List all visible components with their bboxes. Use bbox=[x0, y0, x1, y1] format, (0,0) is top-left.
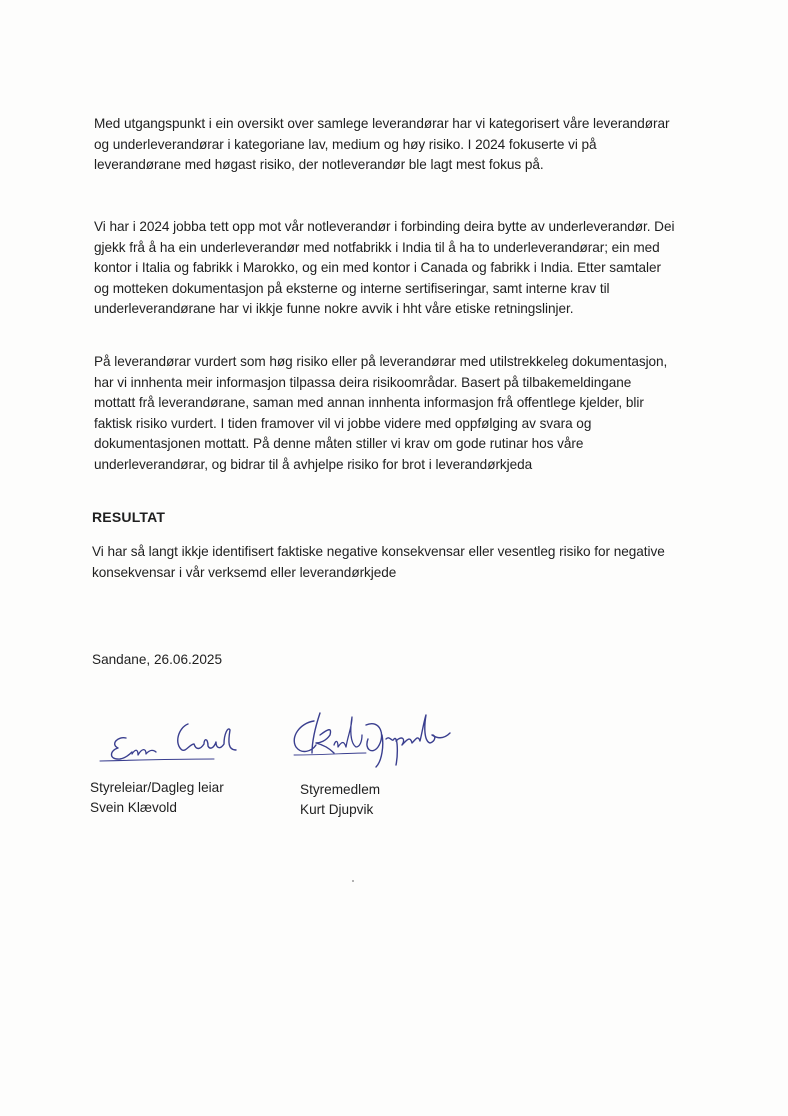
signature-stroke bbox=[294, 753, 366, 755]
paragraph-line: Med utgangspunkt i ein oversikt over samlege leverandørar har vi kategorisert våre leverandørar bbox=[94, 116, 670, 131]
signature-svein-klaevold bbox=[96, 714, 256, 766]
paragraph-line: gjekk frå å ha ein underleverandør med notfabrikk i India til å ha to underleverandørar; ein med bbox=[94, 239, 660, 255]
signer-name: Svein Klævold bbox=[90, 800, 177, 815]
signer-block-chair bbox=[90, 778, 224, 818]
paragraph-net-supplier bbox=[94, 217, 706, 320]
paragraph-line: mottatt frå leverandørane, saman med annan innhenta informasjon frå offentlege kjelder, blir bbox=[94, 395, 644, 410]
paragraph-line: konsekvensar i vår verksemd eller leverandørkjede bbox=[92, 564, 397, 580]
signer-block-board-member bbox=[300, 780, 380, 820]
signature-stroke bbox=[366, 724, 383, 767]
paragraph-line: Vi har så langt ikkje identifisert faktiske negative konsekvensar eller vesentleg risiko for negative bbox=[92, 544, 665, 559]
signer-role: Styremedlem bbox=[300, 782, 381, 797]
paragraph-line: kontor i Italia og fabrikk i Marokko, og ein med kontor i Canada og fabrikk i India. Etter samtaler bbox=[94, 260, 662, 275]
paragraph-line: faktisk risiko vurdert. I tiden framover vil vi jobbe videre med oppfølging av svara og bbox=[94, 415, 592, 431]
signature-stroke bbox=[386, 715, 450, 765]
signature-stroke bbox=[112, 738, 133, 759]
result-paragraph bbox=[92, 542, 704, 583]
paragraph-line: og underleverandørar i kategoriane lav, medium og høy risiko. I 2024 fokuserte vi på bbox=[94, 136, 597, 152]
paragraph-line: har vi innhenta meir informasjon tilpassa deira risikoområdar. Basert på tilbakemeldingane bbox=[94, 374, 632, 390]
signature-stroke bbox=[178, 724, 236, 750]
signature-stroke bbox=[132, 750, 156, 755]
place-and-date: Sandane, 26.06.2025 bbox=[92, 652, 223, 667]
paragraph-line: underleverandørar, og bidrar til å avhjelpe risiko for brot i leverandørkjeda bbox=[94, 456, 533, 472]
paragraph-high-risk-follow-up bbox=[94, 352, 706, 475]
paragraph-line: leverandørane med høgast risiko, der notleverandør ble lagt mest fokus på. bbox=[94, 157, 544, 172]
paragraph-line: og motteken dokumentasjon på eksterne og interne sertifiseringar, samt interne krav til bbox=[94, 280, 610, 296]
scan-speck bbox=[352, 880, 354, 882]
paragraph-line: Vi har i 2024 jobba tett opp mot vår notleverandør i forbinding deira bytte av underleverandør. Dei bbox=[94, 219, 675, 234]
signature-kurt-djupvik bbox=[286, 705, 466, 775]
paragraph-line: På leverandørar vurdert som høg risiko eller på leverandørar med utilstrekkeleg dokumentasjon, bbox=[94, 354, 668, 369]
result-heading: RESULTAT bbox=[92, 509, 166, 525]
paragraph-line: dokumentasjonen mottatt. På denne måten stiller vi krav om gode rutinar hos våre bbox=[94, 436, 584, 451]
signer-name: Kurt Djupvik bbox=[300, 802, 374, 817]
signature-stroke bbox=[334, 717, 362, 747]
paragraph-line: underleverandørane har vi ikkje funne nokre avvik i hht våre etiske retningslinjer. bbox=[94, 301, 574, 316]
signer-role: Styreleiar/Dagleg leiar bbox=[90, 780, 224, 795]
paragraph-supplier-categorisation bbox=[94, 114, 706, 176]
